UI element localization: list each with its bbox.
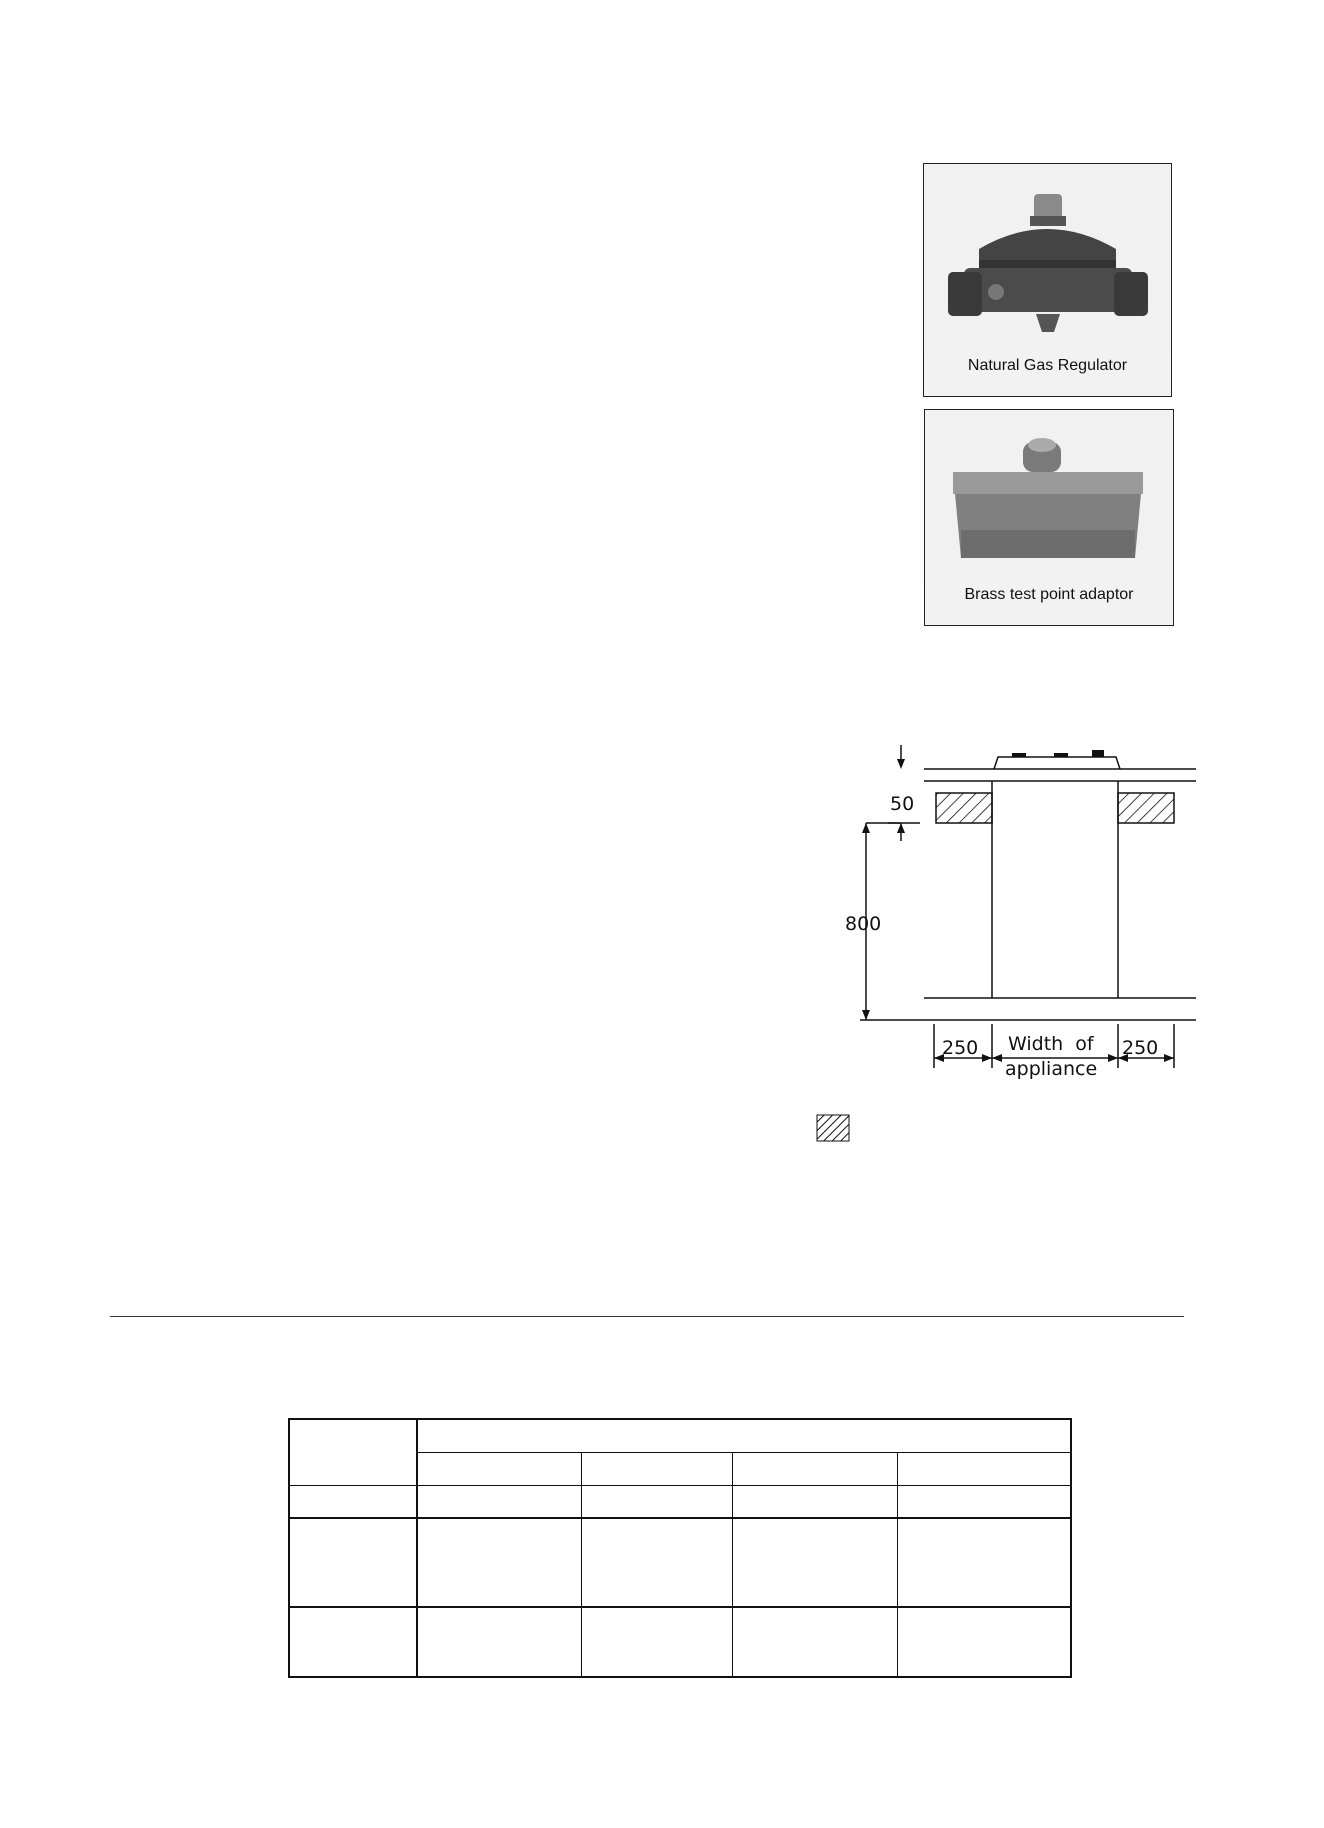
hatched-zone-left <box>936 793 992 823</box>
dim-height-label: 800 <box>845 913 882 935</box>
adaptor-caption: Brass test point adaptor <box>964 586 1134 603</box>
table-cell <box>898 1485 1072 1518</box>
dim-top-label: 50 <box>890 793 915 815</box>
dim-left-label: 250 <box>942 1037 979 1059</box>
hatched-area-swatch-icon <box>816 1114 852 1144</box>
section-divider <box>110 1316 1184 1317</box>
table-cell <box>417 1485 582 1518</box>
table-cell <box>733 1518 898 1606</box>
width-label-2: appliance <box>1005 1058 1098 1080</box>
dim-right-label: 250 <box>1122 1037 1159 1059</box>
clearance-diagram <box>830 735 1202 1087</box>
regulator-photo-frame <box>923 163 1172 397</box>
table-col-header <box>898 1452 1072 1485</box>
table-corner-cell <box>289 1419 417 1485</box>
table-cell <box>733 1607 898 1677</box>
table-cell <box>733 1485 898 1518</box>
test-point-adaptor-icon <box>925 410 1172 580</box>
table-cell <box>582 1607 733 1677</box>
hatched-zone-right <box>1118 793 1174 823</box>
table-cell <box>417 1518 582 1606</box>
table-cell <box>898 1518 1072 1606</box>
table-cell <box>289 1518 417 1606</box>
table-cell <box>417 1607 582 1677</box>
table-cell <box>289 1607 417 1677</box>
table-col-header <box>733 1452 898 1485</box>
table-col-header <box>417 1452 582 1485</box>
table-cell <box>582 1518 733 1606</box>
width-label-1: Width of <box>1008 1033 1094 1055</box>
table-col-header <box>582 1452 733 1485</box>
adaptor-photo-frame <box>924 409 1174 626</box>
table-cell <box>898 1607 1072 1677</box>
table-cell <box>582 1485 733 1518</box>
table-cell <box>289 1485 417 1518</box>
table-group-header <box>417 1419 1071 1452</box>
gas-regulator-icon <box>924 164 1170 354</box>
regulator-caption: Natural Gas Regulator <box>967 357 1128 374</box>
spec-table <box>288 1418 1072 1678</box>
